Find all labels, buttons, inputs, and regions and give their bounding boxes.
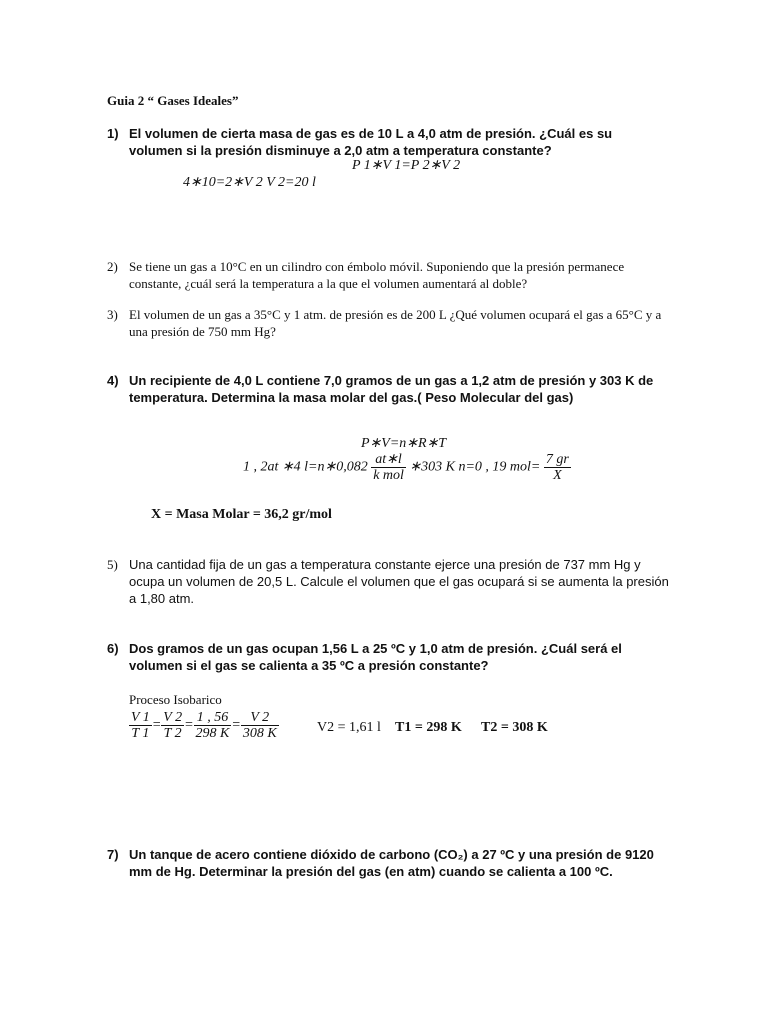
q6-v2-result: V2 = 1,61 l <box>317 720 381 735</box>
q4-formula: P∗V=n∗R∗T <box>361 436 447 451</box>
q4-work <box>243 452 571 483</box>
question-number: 3) <box>107 307 118 322</box>
q6-t1: T1 = 298 K <box>395 720 462 735</box>
question-4 <box>107 372 667 406</box>
question-6 <box>107 640 667 674</box>
fraction-numerator: V 1 <box>131 710 150 725</box>
fraction <box>241 710 279 741</box>
q4-result: X = Masa Molar = 36,2 gr/mol <box>151 507 332 522</box>
q6-equation <box>129 710 279 741</box>
fraction-denominator: 298 K <box>195 726 230 741</box>
fraction-numerator: 7 gr <box>545 452 569 467</box>
question-3 <box>107 306 667 340</box>
question-text: Un recipiente de 4,0 L contiene 7,0 gramos de un gas a 1,2 atm de presión y 303 K de temperatura. Determina la masa molar del gas.( Peso Molecular del gas) <box>129 373 654 405</box>
question-number: 5) <box>107 557 118 572</box>
fraction-numerator: 1 , 56 <box>194 710 232 726</box>
q1-formula: P 1∗V 1=P 2∗V 2 <box>352 158 461 173</box>
fraction-numerator: at∗l <box>371 452 406 468</box>
q6-process: Proceso Isobarico <box>129 692 222 707</box>
question-1 <box>107 125 667 159</box>
question-5 <box>107 556 667 607</box>
question-text: Se tiene un gas a 10°C en un cilindro con émbolo móvil. Suponiendo que la presión permanece constante, ¿cuál será la temperatura a la que el volumen aumentará al doble? <box>129 259 625 291</box>
fraction-denominator: k mol <box>373 468 404 483</box>
fraction-denominator: T 2 <box>163 726 182 741</box>
equals-sign: = <box>151 717 162 733</box>
fraction <box>544 452 571 483</box>
equals-sign: = <box>184 717 194 733</box>
question-text: Dos gramos de un gas ocupan 1,56 L a 25 ºC y 1,0 atm de presión. ¿Cuál será el volumen si el gas se calienta a 35 ºC a presión constante? <box>129 641 622 673</box>
question-number: 2) <box>107 259 118 274</box>
q1-work: 4∗10=2∗V 2 V 2=20 l <box>183 175 316 190</box>
question-number: 7) <box>107 847 119 862</box>
question-text: El volumen de un gas a 35°C y 1 atm. de presión es de 200 L ¿Qué volumen ocupará el gas a 65°C y a una presión de 750 mm Hg? <box>129 307 662 339</box>
fraction <box>194 710 232 741</box>
question-number: 1) <box>107 126 119 141</box>
question-text: Un tanque de acero contiene dióxido de carbono (CO₂) a 27 ºC y una presión de 9120 mm de Hg. Determinar la presión del gas (en atm) cuando se calienta a 100 ºC. <box>129 847 654 879</box>
question-text: Una cantidad fija de un gas a temperatura constante ejerce una presión de 737 mm Hg y ocupa un volumen de 20,5 L. Calcule el volumen que el gas ocupará si se aumenta la presión a 1,80 atm. <box>129 557 669 606</box>
page-title: Guia 2 “ Gases Ideales” <box>107 93 239 108</box>
fraction-denominator: T 1 <box>131 726 150 741</box>
fraction <box>129 710 152 741</box>
fraction-denominator: 308 K <box>242 726 277 741</box>
fraction-denominator: X <box>553 468 562 483</box>
fraction <box>161 710 184 741</box>
question-7 <box>107 846 667 880</box>
fraction-numerator: V 2 <box>241 710 279 726</box>
q6-t2: T2 = 308 K <box>481 720 548 735</box>
question-number: 6) <box>107 641 119 656</box>
q4-work-left: 1 , 2at ∗4 l=n∗0,082 <box>243 459 368 475</box>
question-number: 4) <box>107 373 119 388</box>
equals-sign: = <box>231 717 241 733</box>
question-text: El volumen de cierta masa de gas es de 10 L a 4,0 atm de presión. ¿Cuál es su volumen si la presión disminuye a 2,0 atm a temperatura constante? <box>129 126 613 158</box>
question-2 <box>107 258 667 292</box>
q4-work-mid: ∗303 K n=0 , 19 mol= <box>409 459 541 475</box>
fraction-numerator: V 2 <box>163 710 183 725</box>
fraction <box>371 452 406 483</box>
